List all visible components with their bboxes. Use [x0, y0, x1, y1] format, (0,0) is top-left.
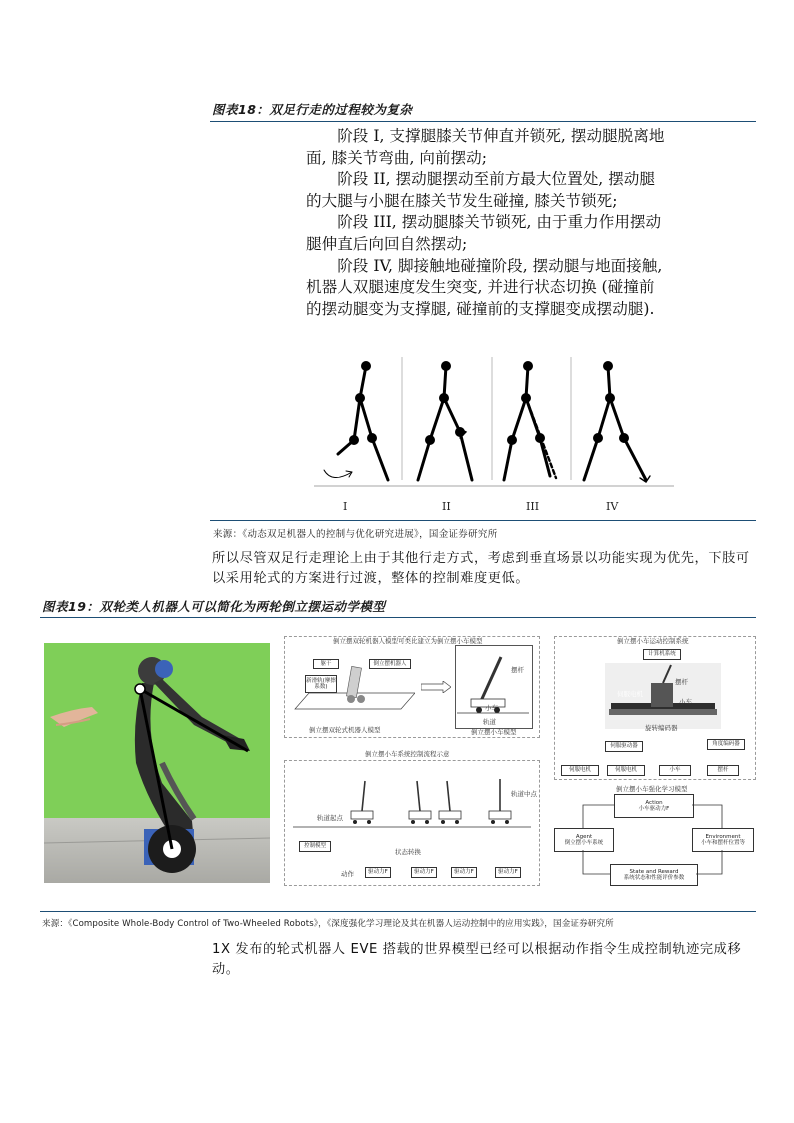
figure-18-top-rule: [210, 121, 756, 122]
panel-model-title: 倒立摆双轮机器人模型可类比建立为倒立摆小车模型: [333, 637, 483, 645]
stage-4-paragraph: 阶段 IV, 脚接触地碰撞阶段, 摆动腿与地面接触, 机器人双腿速度发生突变, 并进行状态切换 (碰撞前的摆动腿变为支撑腿, 碰撞前的支撑腿变成摆动腿).: [306, 256, 663, 318]
label-pole: 摆杆: [675, 678, 688, 686]
stage-4-figure: [584, 363, 650, 483]
box-force-2: 驱动力F: [411, 867, 437, 878]
figure-18-title: 图表18：双足行走的过程较为复杂: [212, 102, 413, 117]
panel-rl-title: 倒立摆小车强化学习模型: [616, 785, 688, 793]
panel-control-title: 倒立摆小车运动控制系统: [617, 637, 689, 645]
box-servo-motor: 伺服电机: [561, 765, 599, 776]
box-cart: 小车: [659, 765, 691, 776]
box-servo-drive: 伺服驱动器: [605, 741, 643, 752]
label-rail: 新滑轨(摩擦系数): [305, 675, 337, 693]
stage-label-4: IV: [606, 500, 619, 513]
robot-photo: [44, 643, 270, 883]
stage-label-2: II: [442, 500, 451, 513]
transition-paragraph: 所以尽管双足行走理论上由于其他行走方式，考虑到垂直场景以功能实现为优先，下肢可以采用轮式的方案进行过渡，整体的控制难度更低。: [212, 551, 750, 586]
label-cart-photo: 小车: [679, 698, 692, 706]
stage-1-paragraph: 阶段 I, 支撑腿膝关节伸直并锁死, 摆动腿脱离地面, 膝关节弯曲, 向前摆动;: [306, 127, 665, 167]
agent-label: Agent: [575, 833, 593, 840]
panel-flow-title: 倒立摆小车系统控制流程示意: [365, 750, 450, 758]
label-robot: 倒立摆机器人: [369, 659, 411, 669]
label-track-end: 轨道中点: [511, 790, 537, 798]
label-torso: 躯干: [313, 659, 339, 669]
box-force-1: 驱动力F: [365, 867, 391, 878]
figure-19-title: 图表19：双轮类人机器人可以简化为两轮倒立摆运动学模型: [42, 599, 386, 614]
box-controller: 控制模型: [299, 841, 331, 852]
box-pole: 摆杆: [707, 765, 739, 776]
flow-carts: [289, 765, 535, 835]
figure-18-source: 来源：《动态双足机器人的控制与优化研究进展》，国金证券研究所: [213, 529, 498, 540]
panel-model-analogy: [284, 636, 540, 738]
stage-2-figure: [418, 363, 472, 481]
panel-control-flow: [284, 750, 540, 886]
box-servo-motor-2: 伺服电机: [607, 765, 645, 776]
label-motor: 伺服电机: [617, 690, 643, 698]
closing-paragraph: 1X 发布的轮式机器人 EVE 搭载的世界模型已经可以根据动作指令生成控制轨迹完成移动。: [212, 942, 742, 977]
label-track-start: 轨道起点: [317, 814, 343, 822]
stage-label-3: III: [526, 500, 540, 513]
figure-18-text-block: [306, 126, 670, 320]
state-reward-sub-label: 系统状态和性能评价参数: [623, 875, 685, 881]
panel-rl-model: [554, 784, 754, 888]
agent-sub-label: 倒立摆小车系统: [564, 840, 604, 846]
stage-label-1: I: [343, 500, 348, 513]
walking-stages-diagram: [308, 352, 680, 518]
figure-19-bottom-rule: [40, 911, 756, 912]
label-pendulum: 摆杆: [511, 666, 524, 674]
environment-label: Environment: [705, 833, 741, 840]
label-track: 轨道: [483, 718, 496, 726]
box-force-4: 驱动力F: [495, 867, 521, 878]
figure-19-source: 来源：《Composite Whole-Body Control of Two-Wheeled Robots》，《深度强化学习理论及其在机器人运动控制中的应用实践》，国金证券研究所: [42, 919, 614, 929]
box-computer: 计算机系统: [643, 649, 681, 660]
stage-3-paragraph: 阶段 III, 摆动腿膝关节锁死, 由于重力作用摆动腿伸直后向回自然摆动;: [306, 213, 662, 253]
figure-18-bottom-rule: [210, 520, 756, 521]
box-angle-encoder: 角度编码器: [707, 739, 745, 750]
arrow-analogy: [421, 681, 451, 693]
figure-19-top-rule: [40, 617, 756, 618]
stage-2-paragraph: 阶段 II, 摆动腿摆动至前方最大位置处, 摆动腿的大腿与小腿在膝关节发生碰撞, 膝关节锁死;: [306, 170, 655, 210]
robot-sketch: [291, 651, 415, 721]
rl-loop-arrows: [554, 784, 754, 888]
action-sub-label: 小车驱动力F: [638, 806, 670, 812]
box-force-3: 驱动力F: [451, 867, 477, 878]
environment-sub-label: 小车和摆杆位置等: [700, 840, 745, 846]
action-label: Action: [645, 799, 663, 806]
state-reward-label: State and Reward: [629, 868, 679, 875]
label-cart: 小车: [485, 704, 498, 712]
stage-3-figure: [504, 363, 556, 481]
label-encoder: 旋转编码器: [645, 724, 678, 732]
stage-1-figure: [324, 363, 388, 481]
label-action: 动作: [341, 870, 354, 878]
label-left-caption: 倒立摆双轮式机器人模型: [309, 726, 381, 734]
label-state-change: 状态转换: [395, 848, 421, 856]
label-right-caption: 倒立摆小车模型: [471, 728, 517, 736]
panel-control-system: [554, 636, 756, 780]
